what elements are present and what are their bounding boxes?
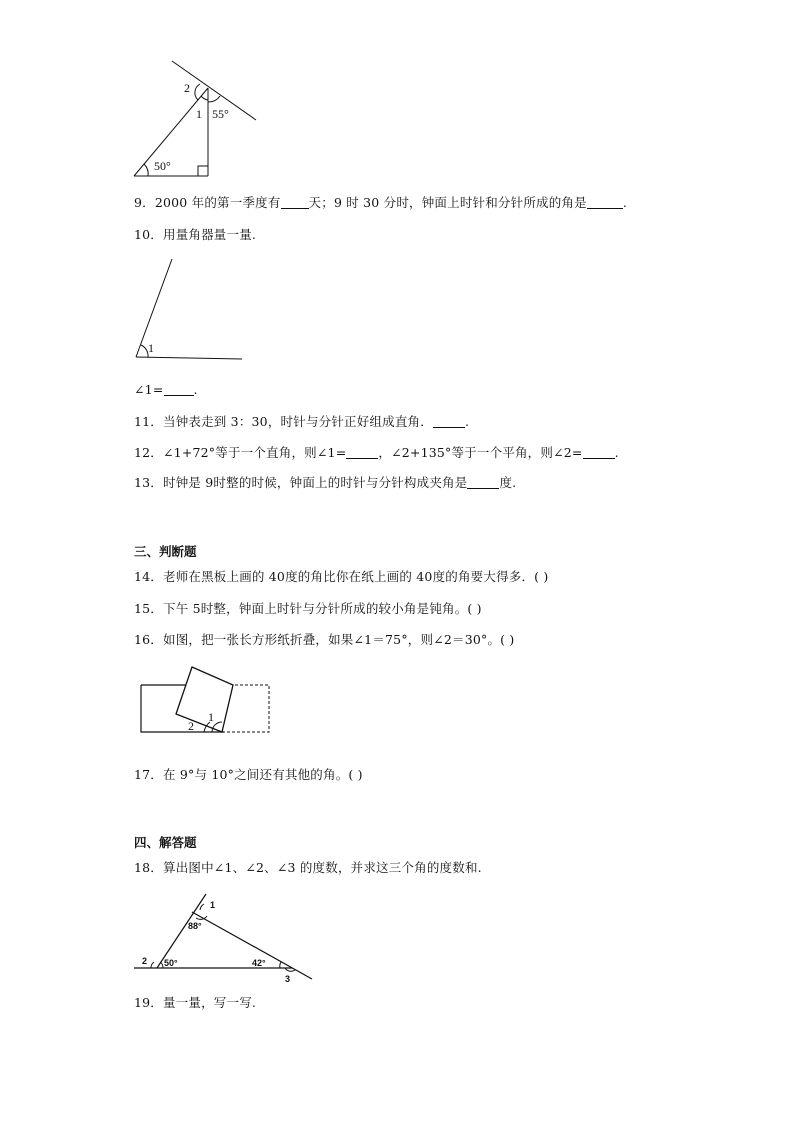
right-side-extended — [192, 912, 312, 979]
arc-50 — [160, 962, 163, 968]
question-13: 13．时钟是 9时整的时候，钟面上的时针与分针构成夹角是 度. — [134, 475, 517, 490]
label-1: 1 — [148, 341, 154, 355]
label-42: 42° — [252, 958, 266, 968]
answer-blank[interactable] — [467, 476, 499, 489]
label-55: 55° — [212, 107, 229, 121]
angle-arc-55 — [208, 96, 220, 102]
figure-q10-angle — [130, 255, 245, 363]
left-side — [157, 894, 206, 968]
label-2: 2 — [188, 719, 194, 733]
angle-ray-lower — [136, 357, 242, 359]
arc-42 — [280, 962, 281, 968]
figure-q18-triangle — [132, 890, 317, 986]
right-angle-mark — [198, 166, 208, 176]
folded-flap — [176, 667, 233, 732]
answer-blank[interactable] — [346, 446, 378, 459]
angle-arc-1 — [201, 96, 208, 100]
label-1: 1 — [196, 107, 202, 121]
arc-2 — [151, 962, 154, 968]
question-17: 17．在 9°与 10°之间还有其他的角。( ) — [134, 767, 363, 782]
question-15: 15．下午 5时整，钟面上时针与分针所成的较小角是钝角。( ) — [134, 601, 482, 616]
question-14: 14．老师在黑板上画的 40度的角比你在纸上画的 40度的角要大得多．( ) — [134, 569, 549, 584]
question-10-answer: ∠1= . — [134, 382, 198, 397]
question-16: 16．如图，把一张长方形纸折叠，如果∠1＝75°，则∠2＝30°。( ) — [134, 632, 515, 647]
label-50: 50° — [164, 958, 178, 968]
answer-blank[interactable] — [583, 446, 615, 459]
section-title-answer: 四、解答题 — [134, 835, 197, 850]
question-9: 9．2000 年的第一季度有 天；9 时 30 分时，钟面上时针和分针所成的角是 . — [134, 195, 628, 210]
label-3: 3 — [285, 974, 291, 984]
figure-q16-folded-paper — [138, 664, 273, 738]
answer-blank[interactable] — [281, 196, 309, 209]
label-2: 2 — [142, 956, 148, 966]
angle-arc-50 — [144, 164, 148, 176]
label-88: 88° — [188, 921, 202, 931]
triangle-hypotenuse — [134, 88, 208, 176]
section-title-judgment: 三、判断题 — [134, 544, 197, 559]
question-18: 18．算出图中∠1、∠2、∠3 的度数，并求这三个角的度数和. — [134, 860, 482, 875]
question-19: 19．量一量，写一写. — [134, 995, 257, 1010]
question-12: 12．∠1+72°等于一个直角，则∠1= ，∠2+135°等于一个平角，则∠2= . — [134, 445, 619, 460]
question-11: 11．当钟表走到 3：30，时针与分针正好组成直角． . — [134, 414, 470, 429]
angle-arc — [141, 345, 148, 357]
label-1: 1 — [210, 900, 216, 910]
angle-arc-2 — [195, 84, 200, 100]
label-2: 2 — [184, 81, 190, 95]
figure-top-triangle — [128, 58, 263, 180]
arc-1 — [200, 904, 204, 910]
angle-ray-upper — [136, 259, 172, 357]
answer-blank[interactable] — [164, 383, 194, 396]
answer-blank[interactable] — [433, 415, 465, 428]
label-50: 50° — [154, 159, 171, 173]
question-10: 10．用量角器量一量. — [134, 227, 257, 242]
answer-blank[interactable] — [587, 196, 623, 209]
label-1: 1 — [208, 710, 214, 724]
